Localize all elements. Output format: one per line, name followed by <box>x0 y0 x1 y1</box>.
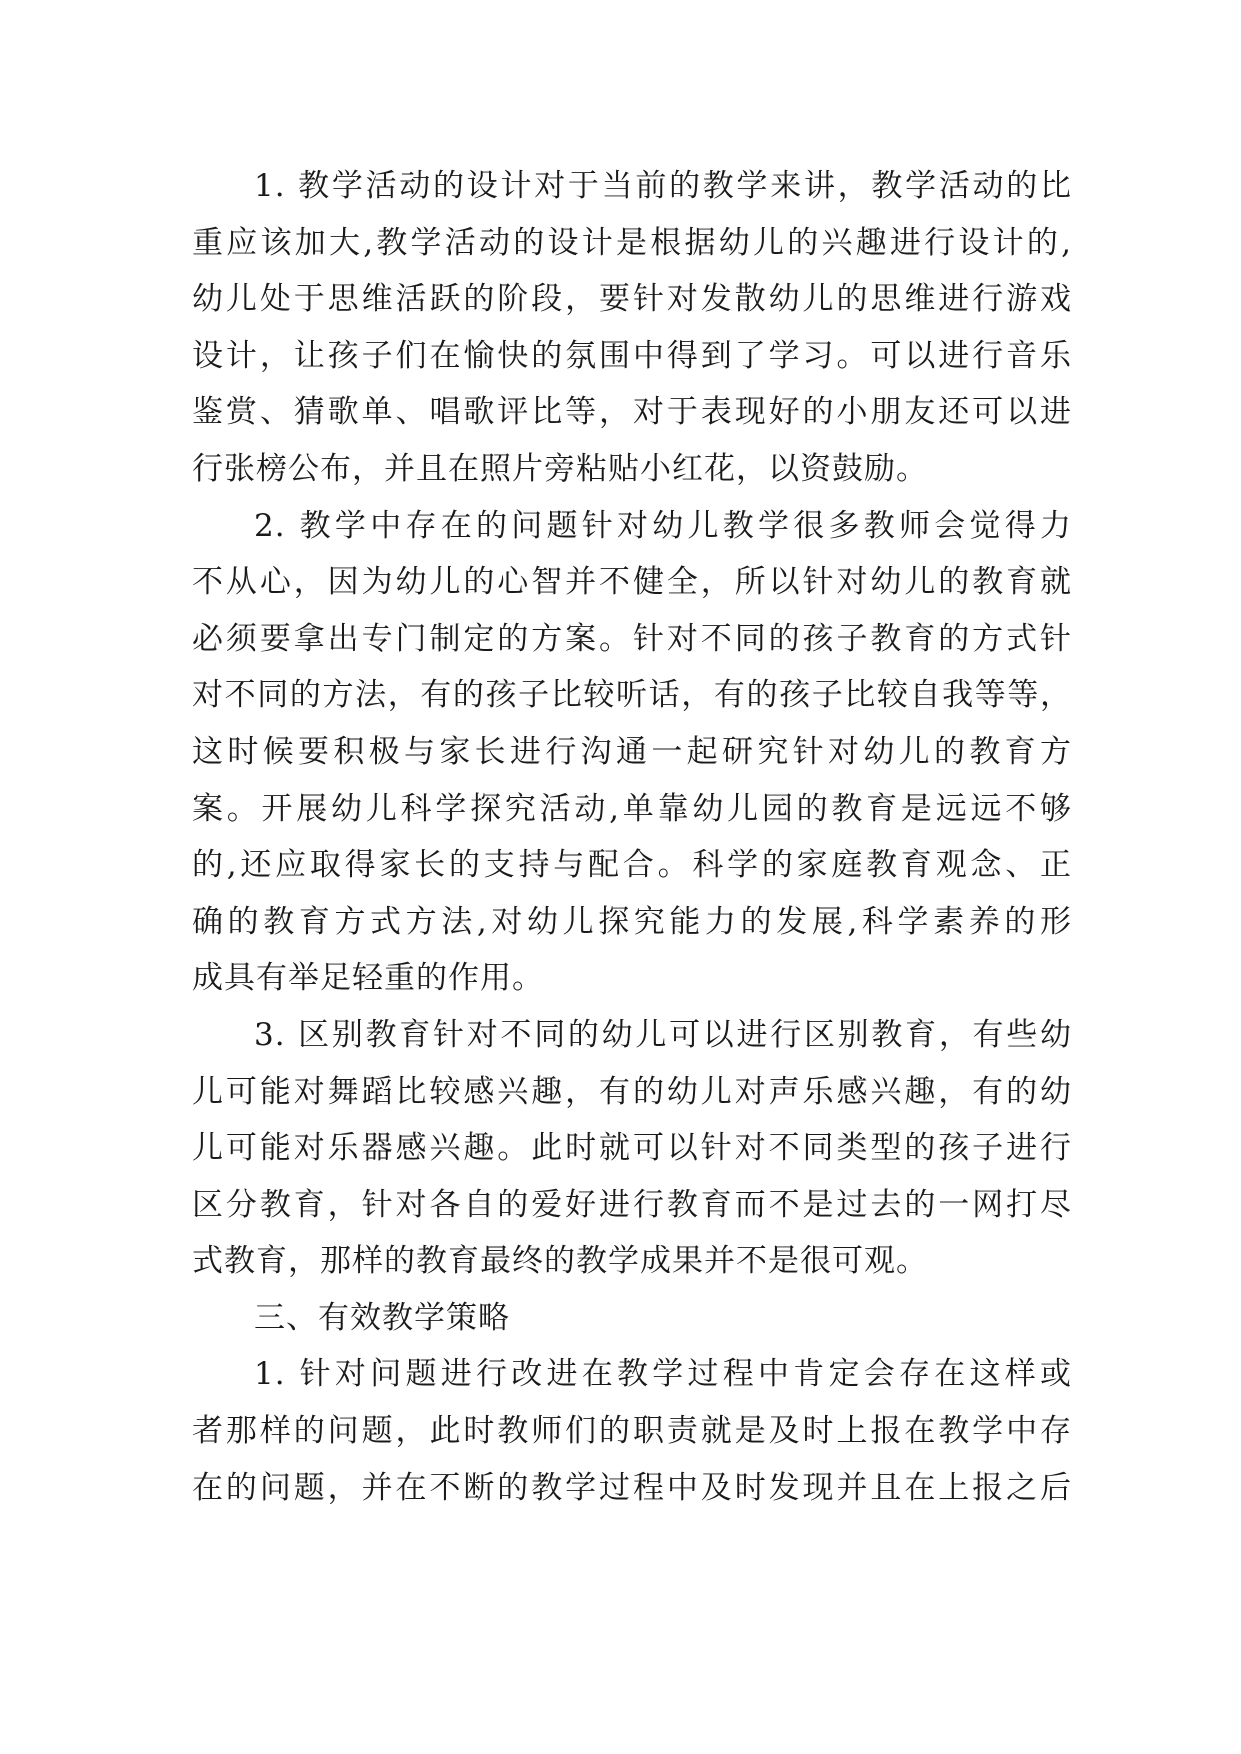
text-line: 儿可能对乐器感兴趣。此时就可以针对不同类型的孩子进行 <box>192 1130 1072 1167</box>
paragraph-teaching-problems <box>192 498 1072 1007</box>
text-line: 设计，让孩子们在愉快的氛围中得到了学习。可以进行音乐 <box>192 337 1072 374</box>
text-line: 不从心，因为幼儿的心智并不健全，所以针对幼儿的教育就 <box>192 564 1072 601</box>
text-line: 这时候要积极与家长进行沟通一起研究针对幼儿的教育方 <box>192 733 1072 770</box>
text-line: 案。开展幼儿科学探究活动,单靠幼儿园的教育是远远不够 <box>192 790 1072 827</box>
paragraph-improve-problems <box>192 1346 1072 1516</box>
text-line: 对不同的方法，有的孩子比较听话，有的孩子比较自我等等， <box>192 677 1072 714</box>
text-line: 在的问题，并在不断的教学过程中及时发现并且在上报之后 <box>192 1469 1072 1506</box>
text-line: 重应该加大,教学活动的设计是根据幼儿的兴趣进行设计的, <box>192 224 1072 261</box>
text-line: 行张榜公布，并且在照片旁粘贴小红花，以资鼓励。 <box>192 450 928 487</box>
section-heading-text: 三、有效教学策略 <box>254 1299 510 1336</box>
text-line: 鉴赏、猜歌单、唱歌评比等，对于表现好的小朋友还可以进 <box>192 394 1072 431</box>
paragraph-differentiated-education <box>192 1007 1072 1290</box>
text-line: 确的教育方式方法,对幼儿探究能力的发展,科学素养的形 <box>192 903 1072 940</box>
text-line: 的,还应取得家长的支持与配合。科学的家庭教育观念、正 <box>192 847 1072 884</box>
text-line: 3. 区别教育针对不同的幼儿可以进行区别教育，有些幼 <box>254 1016 1072 1053</box>
text-line: 2. 教学中存在的问题针对幼儿教学很多教师会觉得力 <box>254 507 1072 544</box>
text-line: 区分教育，针对各自的爱好进行教育而不是过去的一网打尽 <box>192 1186 1072 1223</box>
text-line: 必须要拿出专门制定的方案。针对不同的孩子教育的方式针 <box>192 620 1072 657</box>
text-line: 1. 针对问题进行改进在教学过程中肯定会存在这样或 <box>254 1356 1072 1393</box>
text-line: 者那样的问题，此时教师们的职责就是及时上报在教学中存 <box>192 1413 1072 1450</box>
text-line: 成具有举足轻重的作用。 <box>192 960 544 997</box>
text-line: 幼儿处于思维活跃的阶段，要针对发散幼儿的思维进行游戏 <box>192 281 1072 318</box>
paragraph-activity-design <box>192 158 1072 498</box>
text-line: 式教育，那样的教育最终的教学成果并不是很可观。 <box>192 1243 928 1280</box>
document-body <box>192 158 1072 1516</box>
text-line: 1. 教学活动的设计对于当前的教学来讲，教学活动的比 <box>254 168 1072 204</box>
section-heading <box>192 1290 1072 1347</box>
text-line: 儿可能对舞蹈比较感兴趣，有的幼儿对声乐感兴趣，有的幼 <box>192 1073 1072 1110</box>
